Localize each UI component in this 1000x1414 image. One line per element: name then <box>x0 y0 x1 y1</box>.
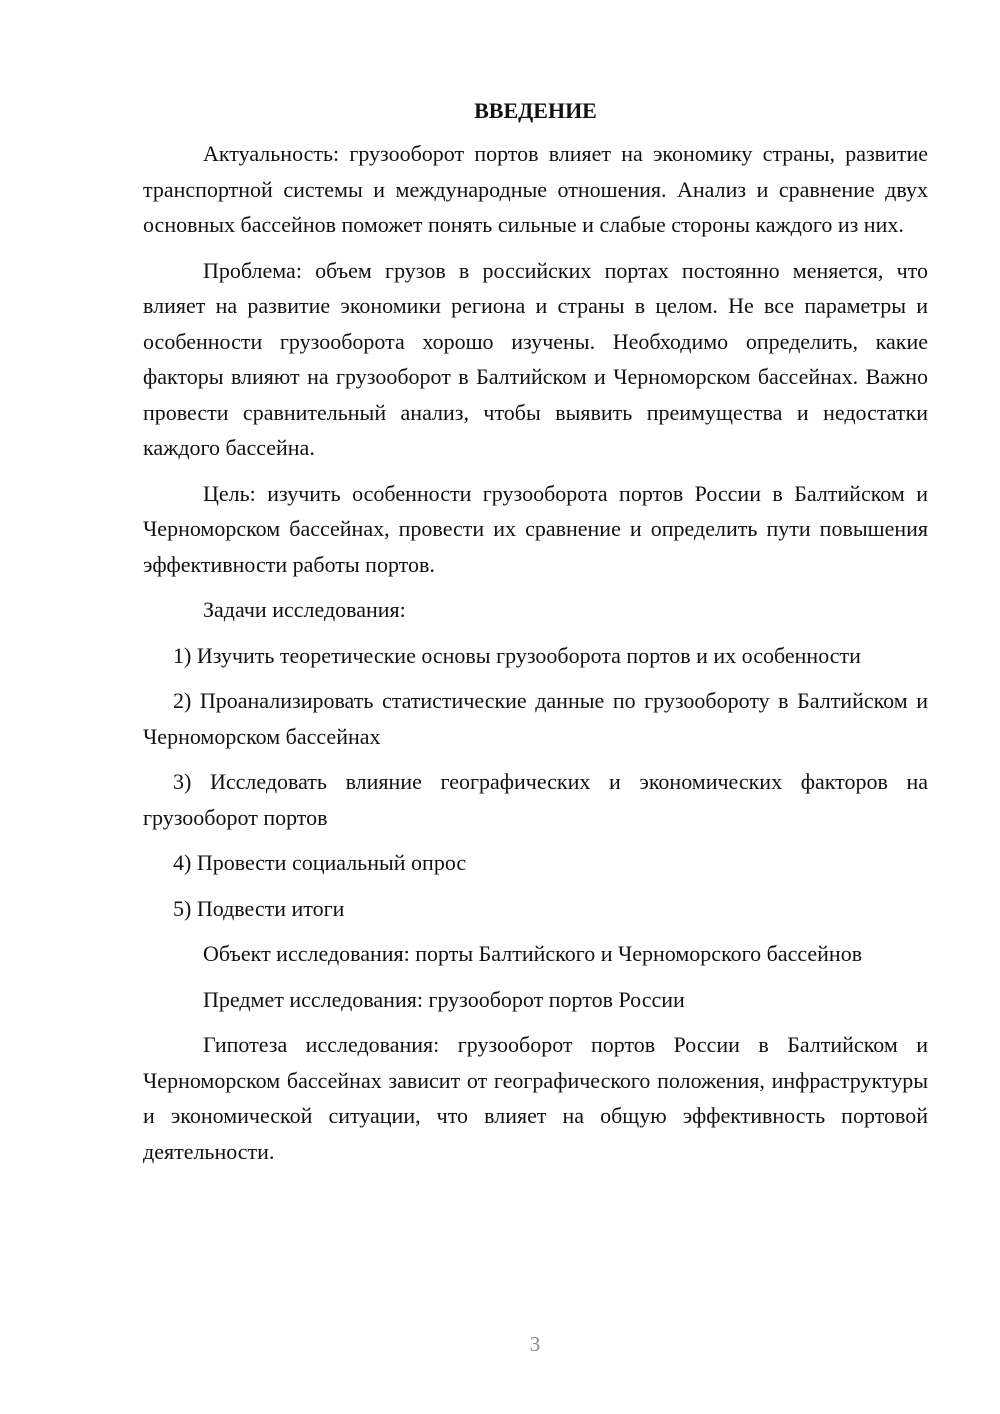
list-item: 4) Провести социальный опрос <box>173 850 467 875</box>
goal-paragraph: Цель: изучить особенности грузооборота портов России в Балтийском и Черноморском бассейнах, провести их сравнение и определить пути повышения эффективности работы портов. <box>143 480 928 577</box>
tasks-list <box>143 638 928 927</box>
page-number: 3 <box>529 1332 541 1356</box>
section-title: ВВЕДЕНИЕ <box>474 98 597 123</box>
document-page <box>143 96 928 1169</box>
tasks-heading: Задачи исследования: <box>203 597 406 622</box>
hypothesis-paragraph: Гипотеза исследования: грузооборот портов России в Балтийском и Черноморском бассейнах зависит от географического положения, инфраструктуры и экономической ситуации, что влияет на общую эффективность портовой деятельности. <box>143 1032 928 1164</box>
object-paragraph: Объект исследования: порты Балтийского и Черноморского бассейнов <box>203 941 863 966</box>
list-item: 3) Исследовать влияние географических и экономических факторов на грузооборот портов <box>143 769 928 830</box>
list-item: 1) Изучить теоретические основы грузооборота портов и их особенности <box>173 642 861 668</box>
list-item: 5) Подвести итоги <box>173 895 345 921</box>
subject-paragraph: Предмет исследования: грузооборот портов России <box>203 986 685 1012</box>
problem-paragraph: Проблема: объем грузов в российских портах постоянно меняется, что влияет на развитие экономики региона и страны в целом. Не все параметры и особенности грузооборота хорошо изучены. Необходимо определить, какие факторы влияют на грузооборот в Балтийском и Черноморском бассейнах. Важно провести сравнительный анализ, чтобы выявить преимущества и недостатки каждого бассейна. <box>143 257 928 460</box>
list-item: 2) Проанализировать статистические данные по грузообороту в Балтийском и Черноморском бассейнах <box>143 688 928 749</box>
relevance-paragraph: Актуальность: грузооборот портов влияет на экономику страны, развитие транспортной системы и международные отношения. Анализ и сравнение двух основных бассейнов поможет понять сильные и слабые стороны каждого из них. <box>143 141 928 237</box>
